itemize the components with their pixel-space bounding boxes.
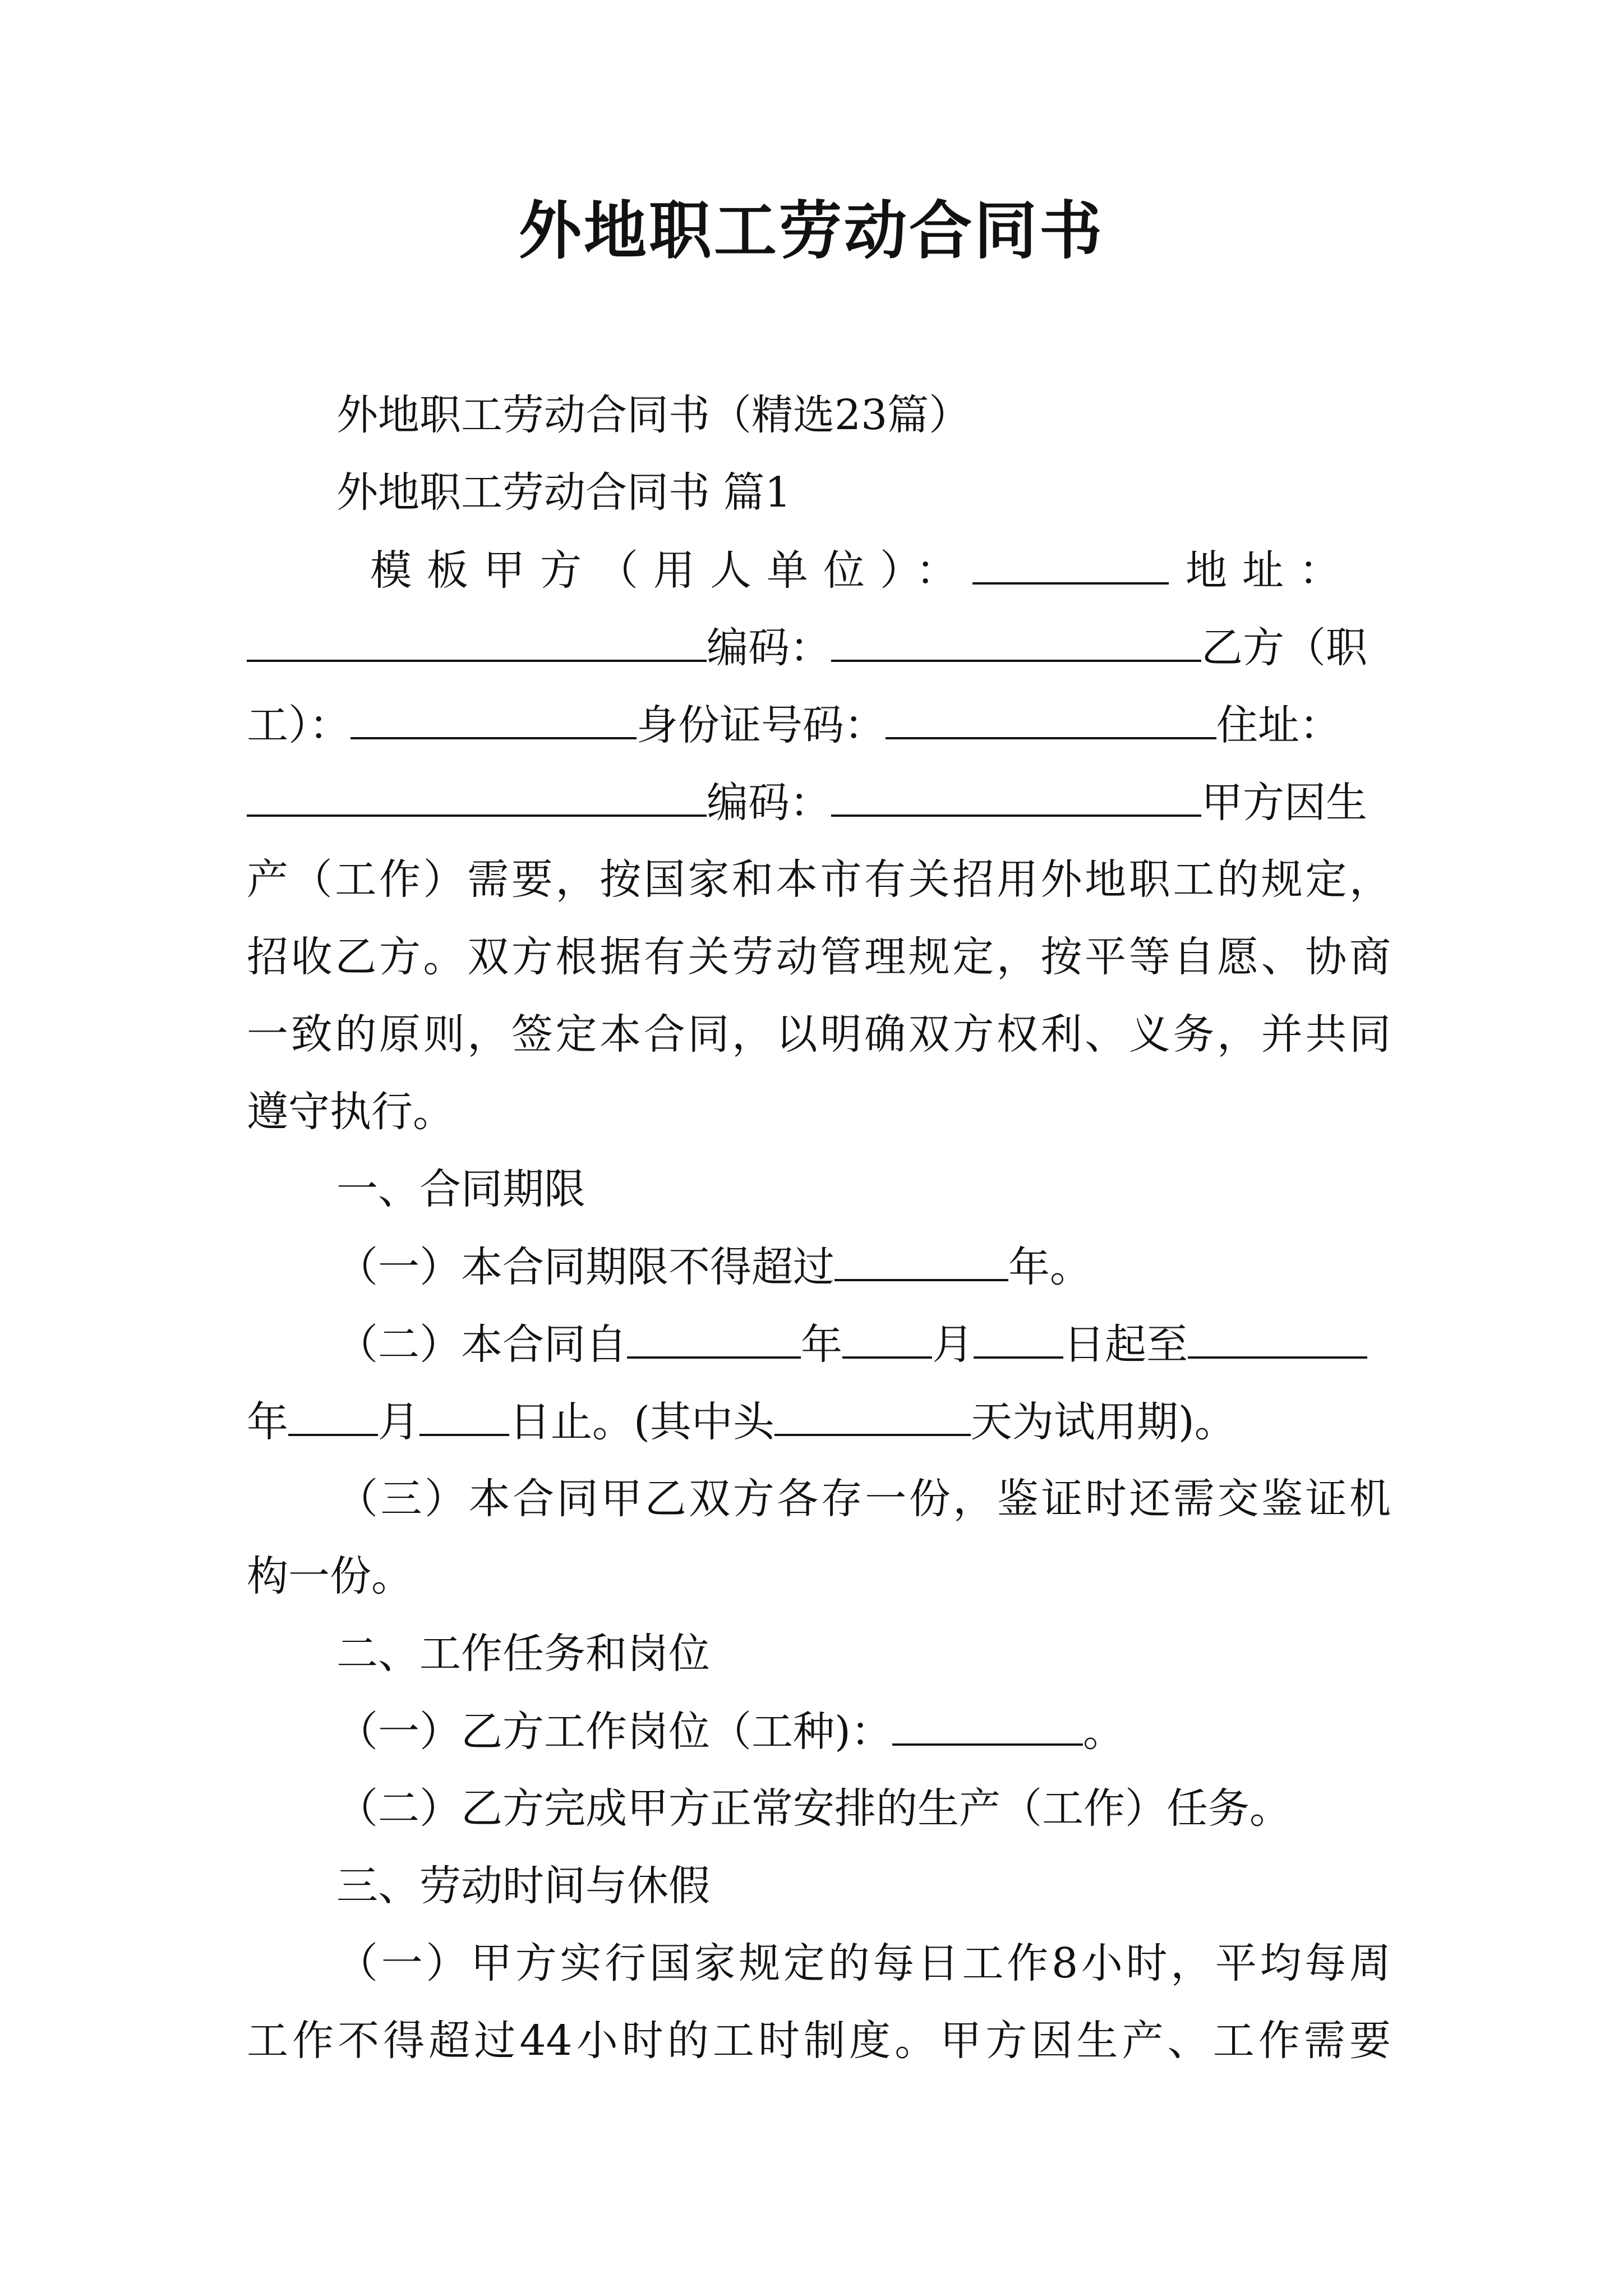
clause-term-dates-2	[247, 1393, 1236, 1450]
clause-job-tasks: （二）乙方完成甲方正常安排的生产（工作）任务。	[336, 1784, 1291, 1833]
clause-term-limit	[336, 1239, 1091, 1295]
day-label-2: 日止。(其中头	[509, 1398, 774, 1446]
address-blank	[247, 619, 707, 662]
end-year-blank	[1188, 1316, 1367, 1359]
clause-job-post	[336, 1703, 1124, 1759]
address-label: 地址：	[1186, 546, 1355, 595]
postcode-line-2	[247, 774, 1367, 830]
month-label-1: 月	[932, 1320, 974, 1369]
party-b-blank	[351, 697, 637, 739]
end-day-blank	[419, 1393, 509, 1436]
clause-term-dates-1	[336, 1316, 1367, 1372]
heading-contract-term: 一、合同期限	[336, 1165, 585, 1213]
year-label-2: 年	[247, 1398, 288, 1446]
heading-job: 二、工作任务和岗位	[336, 1630, 710, 1678]
clause-job-post-end: 。	[1082, 1708, 1124, 1756]
intro-line-1: 产（工作）需要，按国家和本市有关招用外地职工的规定，	[247, 855, 1391, 904]
postcode-label-1: 编码：	[707, 624, 831, 672]
postcode-label-2: 编码：	[707, 779, 831, 827]
intro-line-4: 遵守执行。	[247, 1088, 454, 1136]
intro-start: 甲方因生	[1201, 779, 1367, 827]
party-b-label-end: 工）：	[247, 701, 351, 749]
month-label-2: 月	[378, 1398, 419, 1446]
clause-term-limit-end: 年。	[1008, 1243, 1091, 1291]
residence-label: 住址：	[1216, 701, 1341, 749]
intro-line-2: 招收乙方。双方根据有关劳动管理规定，按平等自愿、协商	[247, 933, 1391, 981]
party-b-line	[247, 697, 1341, 753]
start-day-blank	[974, 1316, 1063, 1359]
clause-hours-1: （一）甲方实行国家规定的每日工作8小时，平均每周	[336, 1939, 1391, 1987]
postcode-blank-1	[831, 619, 1201, 662]
postcode-line-1	[247, 619, 1367, 675]
clause-term-limit-text: （一）本合同期限不得超过	[336, 1243, 834, 1291]
intro-line-3: 一致的原则，签定本合同，以明确双方权利、义务，并共同	[247, 1010, 1391, 1059]
section-heading: 外地职工劳动合同书 篇1	[336, 468, 791, 517]
party-a-blank	[972, 542, 1169, 585]
id-number-blank	[886, 697, 1216, 739]
start-month-blank	[842, 1316, 932, 1359]
party-a-line	[370, 542, 1355, 598]
residence-blank	[247, 774, 707, 817]
term-years-blank	[834, 1239, 1008, 1281]
clause-dates-text: （二）本合同自	[336, 1320, 627, 1369]
clause-job-post-text: （一）乙方工作岗位（工种)：	[336, 1708, 892, 1756]
heading-working-hours: 三、劳动时间与休假	[336, 1862, 710, 1910]
probation-days-blank	[774, 1393, 971, 1436]
year-label-1: 年	[801, 1320, 842, 1369]
document-title: 外地职工劳动合同书	[519, 194, 1104, 268]
subtitle: 外地职工劳动合同书（精选23篇）	[336, 391, 971, 439]
day-label-1: 日起至	[1063, 1320, 1188, 1369]
job-post-blank	[892, 1703, 1083, 1746]
clause-hours-2: 工作不得超过44小时的工时制度。甲方因生产、工作需要	[247, 2017, 1391, 2065]
probation-label: 天为试用期)。	[970, 1398, 1236, 1446]
clause-copies-1: （三）本合同甲乙双方各存一份，鉴证时还需交鉴证机	[336, 1475, 1391, 1523]
party-a-label: 模板甲方（用人单位）：	[370, 546, 972, 595]
id-number-label: 身份证号码：	[637, 701, 886, 749]
postcode-blank-2	[831, 774, 1201, 817]
end-month-blank	[288, 1393, 378, 1436]
clause-copies-2: 构一份。	[247, 1552, 413, 1600]
party-b-label: 乙方（职	[1201, 624, 1367, 672]
start-year-blank	[627, 1316, 801, 1359]
